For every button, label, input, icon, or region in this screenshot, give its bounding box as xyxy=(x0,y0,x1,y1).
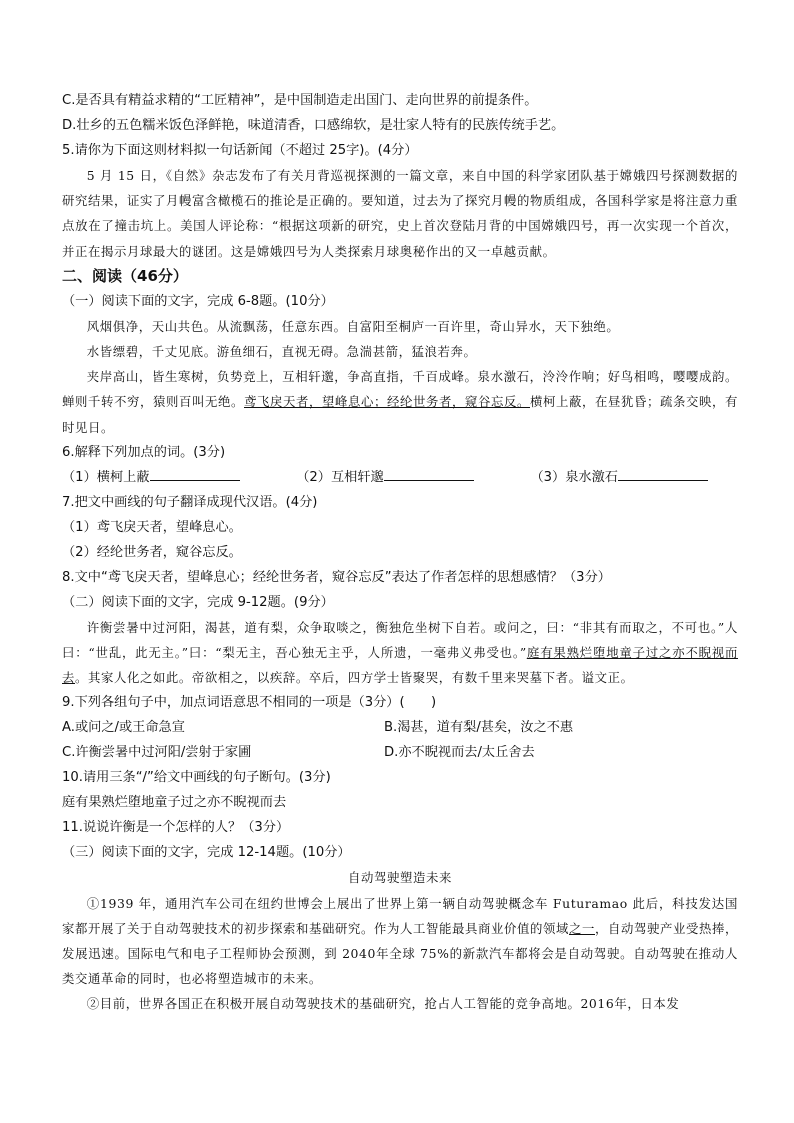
answer-blank[interactable] xyxy=(150,466,240,481)
question-9-options-ab xyxy=(62,715,738,740)
underlined-sentence: 庭有果熟烂堕地童子过之亦不睨视而去 xyxy=(62,645,738,686)
q9-option-b: B.渴甚，道有梨/甚矣，汝之不惠 xyxy=(384,720,574,736)
underlined-sentence: 鸢飞戾天者，望峰息心；经纶世务者，窥谷忘反。 xyxy=(244,394,530,410)
q9-option-c: C.许衡尝暑中过河阳/尝射于家圃 xyxy=(62,745,252,761)
question-6: 6.解释下列加点的词。(3分) xyxy=(62,444,226,460)
passage-3-heading: （三）阅读下面的文字，完成 12-14题。(10分） xyxy=(62,845,351,861)
passage-1-text-end: 横柯上蔽，在昼犹昏；疏条交映，有时见日。 xyxy=(62,394,738,435)
passage-1-para-3 xyxy=(62,364,738,440)
question-7: 7.把文中画线的句子翻译成现代汉语。(4分) xyxy=(62,494,318,510)
question-10: 10.请用三条“/”给文中画线的句子断句。(3分) xyxy=(62,770,331,786)
q9-option-d: D.亦不睨视而去/太丘舍去 xyxy=(384,745,535,761)
question-7-item-2: （2）经纶世务者，窥谷忘反。 xyxy=(62,544,242,560)
q9-option-a: A.或问之/或王命急宣 xyxy=(62,720,185,736)
passage-1-heading: （一）阅读下面的文字，完成 6-8题。(10分） xyxy=(62,293,334,309)
answer-blank[interactable] xyxy=(384,466,474,481)
underlined-word: 之一 xyxy=(569,920,595,936)
question-7-item-1: （1）鸢飞戾天者，望峰息心。 xyxy=(62,519,242,535)
passage-1-para-2: 水皆缥碧，千丈见底。游鱼细石，直视无碍。急湍甚箭，猛浪若奔。 xyxy=(86,344,477,360)
q6-item-3: （3）泉水激石 xyxy=(530,465,708,490)
passage-2-text: 许衡尝暑中过河阳，渴甚，道有梨，众争取啖之，衡独危坐树下自若。或问之，曰：“非其有而取之，不可也。”人曰：“世乱，此无主。”曰：“梨无主，吾心独无主乎，人所遗，一毫弗义弗受也。”庭有果熟烂堕地童子过之亦不睨视而去。其家人化之如此。帝欲相之，以疾辞。卒后，四方学士皆聚哭，有数千里来哭墓下者。谥文正。 xyxy=(62,619,738,686)
question-10-sentence: 庭有果熟烂堕地童子过之亦不睨视而去 xyxy=(62,795,287,811)
question-5: 5.请你为下面这则材料拟一句话新闻（不超过 25字)。(4分） xyxy=(62,143,418,158)
question-9-options-cd xyxy=(62,740,738,765)
question-5-material: 5 月 15 日，《自然》杂志发布了有关月背巡视探测的一篇文章，来自中国的科学家团队基于嫦娥四号探测数据的研究结果，证实了月幔富含橄榄石的推论是正确的。要知道，过去为了探究月幔的物质组成，各国科学家是将注意力重点放在了撞击坑上。美国人评论称：“根据这项新的研究，史上首次登陆月背的中国嫦娥四号，再一次实现一个首次，并正在揭示月球最大的谜团。这是嫦娥四号为人类探索月球奥秘作出的又一卓越贡献。 xyxy=(62,168,738,259)
passage-1-para-1: 风烟俱净，天山共色。从流飘荡，任意东西。自富阳至桐庐一百许里，奇山异水，天下独绝。 xyxy=(86,318,620,334)
option-c: C.是否具有精益求精的“工匠精神”，是中国制造走出国门、走向世界的前提条件。 xyxy=(62,93,538,108)
question-11: 11.说说许衡是一个怎样的人？（3分） xyxy=(62,820,290,836)
question-9: 9.下列各组句子中，加点词语意思不相同的一项是（3分）( ) xyxy=(62,695,437,711)
passage-3-para-1: ①1939 年，通用汽车公司在纽约世博会上展出了世界上第一辆自动驾驶概念车 Futuramao 此后，科技发达国家都开展了关于自动驾驶技术的初步探索和基础研究。作为人工智能最具商业价值的领域之一，自动驾驶产业受热捧，发展迅速。国际电气和电子工程师协会预测，到 2040年全球 75%的新款汽车都将会是自动驾驶。自动驾驶在推动人类交通革命的同时，也必将塑造城市的未来。 xyxy=(62,895,738,987)
question-6-items xyxy=(62,465,738,490)
question-8: 8.文中“鸢飞戾天者，望峰息心；经纶世务者，窥谷忘反”表达了作者怎样的思想感情？（3分） xyxy=(62,569,611,585)
section-2-heading: 二、阅读（46分） xyxy=(62,266,188,285)
option-d: D.壮乡的五色糯米饭色泽鲜艳，味道清香，口感绵软，是壮家人特有的民族传统手艺。 xyxy=(62,118,565,133)
passage-3-title: 自动驾驶塑造未来 xyxy=(348,870,452,886)
passage-1-text: 夹岸高山，皆生寒树，负势竞上，互相轩邈，争高直指，千百成峰。泉水激石，泠泠作响；好鸟相鸣，嘤嘤成韵。蝉则千转不穷，猿则百叫无绝。 xyxy=(62,369,738,410)
q6-item-2: （2）互相轩邈 xyxy=(296,465,474,490)
passage-3-para-2: ②目前，世界各国正在积极开展自动驾驶技术的基础研究，抢占人工智能的竞争高地。2016年，日本发 xyxy=(86,996,680,1012)
exam-page xyxy=(62,88,738,1017)
q6-item-1: （1）横柯上蔽 xyxy=(62,465,240,490)
passage-2-heading: （二）阅读下面的文字，完成 9-12题。(9分） xyxy=(62,594,334,610)
answer-blank[interactable] xyxy=(618,466,708,481)
